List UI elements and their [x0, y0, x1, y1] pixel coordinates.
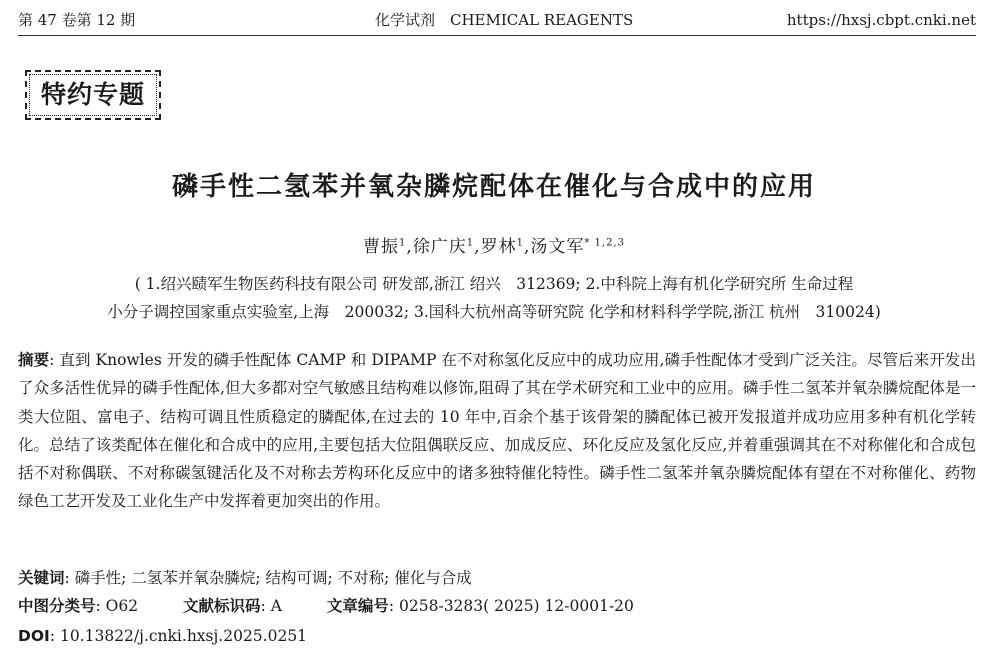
author-affil-mark: 1 — [516, 237, 524, 249]
article-number-label: 文章编号 — [326, 597, 389, 615]
article-number-value: : 0258-3283( 2025) 12-0001-20 — [388, 597, 634, 615]
keywords-label: 关键词 — [18, 569, 65, 587]
affiliations — [40, 270, 948, 326]
document-code — [183, 597, 282, 615]
clc-number — [18, 597, 138, 615]
author-affil-mark: 1 — [466, 237, 475, 249]
abstract — [18, 346, 976, 516]
journal-url[interactable]: https://hxsj.cbpt.cnki.net — [786, 11, 976, 29]
author-list: 曹振$^1$,徐广庆$^1$,罗林$^1$,汤文军$^{* 1,2,3}$ — [363, 237, 625, 257]
abstract-text: : 直到 Knowles 开发的磷手性配体 CAMP 和 DIPAMP 在不对称氢化反应中的成功应用,磷手性配体才受到广泛关注。尽管后来开发出了众多活性优异的磷手性配体,但大多都对空气敏感且结构难以修饰,阻碍了其在学术研究和工业中的应用。磷手性二氢苯并氧杂膦烷配体是一类大位阻、富电子、结构可调且性质稳定的膦配体,在过去的 10 年中,百余个基于该骨架的膦配体已被开发报道并成功应用多种有机化学转化。总结了该类配体在催化和合成中的应用,主要包括大位阻偶联反应、加成反应、环化反应及氢化反应,并着重强调其在不对称催化和合成包括不对称偶联、不对称碳氢键活化及不对称去芳构环化反应中的诸多独特催化特性。磷手性二氢苯并氧杂膦烷配体有望在不对称催化、药物绿色工艺开发及工业化生产中发挥着更加突出的作用。 — [18, 351, 976, 511]
author-name: 徐广庆 — [412, 237, 467, 257]
affiliation-line: 小分子调控国家重点实验室,上海 200032; 3.国科大杭州高等研究院 化学和材料科学学院,浙江 杭州 310024) — [107, 303, 881, 321]
classification-row — [18, 592, 674, 620]
page-header — [18, 8, 976, 32]
abstract-label: 摘要 — [18, 351, 50, 369]
author-affil-mark: * 1,2,3 — [584, 237, 625, 249]
author-name: 汤文军 — [530, 237, 585, 257]
doi — [18, 622, 307, 650]
article-title: 磷手性二氢苯并氧杂膦烷配体在催化与合成中的应用 — [171, 172, 816, 202]
document-code-label: 文献标识码 — [183, 597, 261, 615]
keywords-text: : 磷手性; 二氢苯并氧杂膦烷; 结构可调; 不对称; 催化与合成 — [64, 569, 472, 587]
document-code-value: : A — [260, 597, 282, 615]
issue-info: 第 47 卷第 12 期 — [18, 11, 136, 29]
clc-value: : O62 — [95, 597, 139, 615]
doi-label: DOI — [18, 627, 50, 645]
doi-value[interactable]: : 10.13822/j.cnki.hxsj.2025.0251 — [49, 627, 308, 645]
author-name: 曹振 — [363, 237, 400, 257]
journal-name: 化学试剂 CHEMICAL REAGENTS — [375, 11, 634, 29]
author-affil-mark: 1 — [399, 237, 407, 249]
keywords — [18, 564, 472, 592]
affiliation-line: ( 1.绍兴赜军生物医药科技有限公司 研发部,浙江 绍兴 312369; 2.中科院上海有机化学研究所 生命过程 — [134, 275, 854, 293]
special-topic-tag: 特约专题 — [25, 70, 161, 120]
article-number — [327, 597, 634, 615]
author-name: 罗林 — [480, 237, 517, 257]
clc-label: 中图分类号 — [18, 597, 96, 615]
header-rule — [18, 35, 976, 36]
